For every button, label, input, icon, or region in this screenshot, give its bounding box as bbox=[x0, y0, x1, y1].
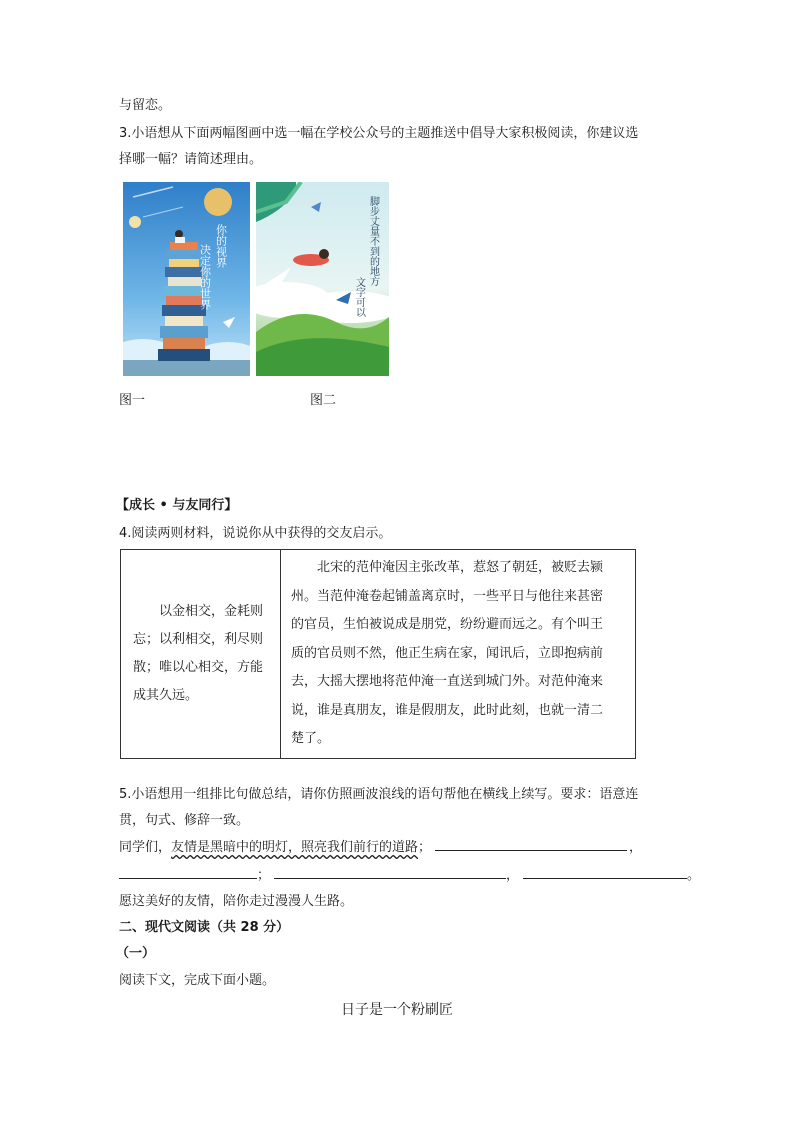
material-right-line: 去，大摇大摆地将范仲淹一直送到城门外。对范仲淹来 bbox=[291, 674, 604, 689]
q5-line3 bbox=[119, 838, 642, 857]
material-right-line: 北宋的范仲淹因主张改革，惹怒了朝廷，被贬去颍 bbox=[317, 560, 604, 575]
period: 。 bbox=[687, 868, 701, 883]
material-left-line: 以金相交，金耗则 bbox=[159, 603, 264, 619]
picture-one bbox=[123, 182, 250, 376]
picture-two bbox=[256, 182, 389, 376]
flying-reader-illustration bbox=[256, 182, 389, 376]
answer-blank-1[interactable] bbox=[435, 838, 627, 851]
pic1-slogan-b: 决定你的世界 bbox=[198, 244, 212, 310]
section2-title: 二、现代文阅读（共 28 分） bbox=[119, 920, 290, 935]
material-right-line: 楚了。 bbox=[291, 731, 331, 746]
semicolon: ； bbox=[418, 840, 432, 855]
answer-blank-3[interactable] bbox=[274, 866, 506, 879]
wavy-example-sentence: 友情是黑暗中的明灯，照亮我们前行的道路 bbox=[171, 840, 419, 855]
pic2-slogan-a: 脚步丈量不到的地方 bbox=[367, 196, 379, 286]
answer-blank-4[interactable] bbox=[523, 866, 687, 879]
q3-line2: 择哪一幅？请简述理由。 bbox=[119, 152, 263, 167]
material-right-line: 的官员，生怕被说成是朋党，纷纷避而远之。有个叫王 bbox=[291, 617, 604, 632]
picture-one-caption: 图一 bbox=[119, 393, 146, 408]
material-left-line: 成其久远。 bbox=[133, 687, 199, 703]
materials-table bbox=[120, 549, 636, 759]
q5-prefix: 同学们， bbox=[119, 840, 172, 855]
semicolon: ； bbox=[257, 868, 271, 883]
q5-line5: 愿这美好的友情，陪你走过漫漫人生路。 bbox=[119, 894, 354, 909]
pic2-slogan-b: 文字可以 bbox=[353, 277, 365, 317]
material-right-line: 说，谁是真朋友，谁是假朋友，此时此刻，也就一清二 bbox=[291, 702, 604, 718]
reading-instruction: 阅读下文，完成下面小题。 bbox=[119, 973, 276, 988]
section-growth-title: 【成长 • 与友同行】 bbox=[116, 498, 238, 513]
article-title: 日子是一个粉刷匠 bbox=[341, 1002, 453, 1018]
q5-line1: 5.小语想用一组排比句做总结，请你仿照画波浪线的语句帮他在横线上续写。要求：语意连 bbox=[119, 787, 639, 802]
pic1-slogan-a: 你的视界 bbox=[214, 224, 228, 268]
material-right bbox=[281, 550, 636, 759]
subsection-one: （一） bbox=[116, 946, 156, 961]
picture-two-caption: 图二 bbox=[310, 393, 337, 408]
comma: ， bbox=[506, 868, 520, 883]
q4-prompt: 4.阅读两则材料，说说你从中获得的交友启示。 bbox=[119, 526, 392, 541]
material-right-line: 州。当范仲淹卷起铺盖离京时，一些平日与他往来甚密 bbox=[291, 588, 604, 604]
reading-tower-illustration bbox=[123, 182, 250, 376]
material-left bbox=[121, 550, 281, 759]
material-left-line: 忘；以利相交，利尽则 bbox=[133, 631, 264, 647]
material-right-line: 质的官员则不然，他正生病在家，闻讯后，立即抱病前 bbox=[291, 645, 604, 661]
comma: ， bbox=[629, 840, 643, 855]
q3-line1: 3.小语想从下面两幅图画中选一幅在学校公众号的主题推送中倡导大家积极阅读，你建议选 bbox=[119, 126, 639, 141]
answer-blank-2[interactable] bbox=[119, 866, 257, 879]
q5-line2: 贯，句式、修辞一致。 bbox=[119, 813, 250, 828]
material-left-line: 散；唯以心相交，方能 bbox=[133, 659, 264, 675]
q2-tail: 与留恋。 bbox=[119, 98, 172, 113]
q5-line4 bbox=[119, 866, 700, 885]
